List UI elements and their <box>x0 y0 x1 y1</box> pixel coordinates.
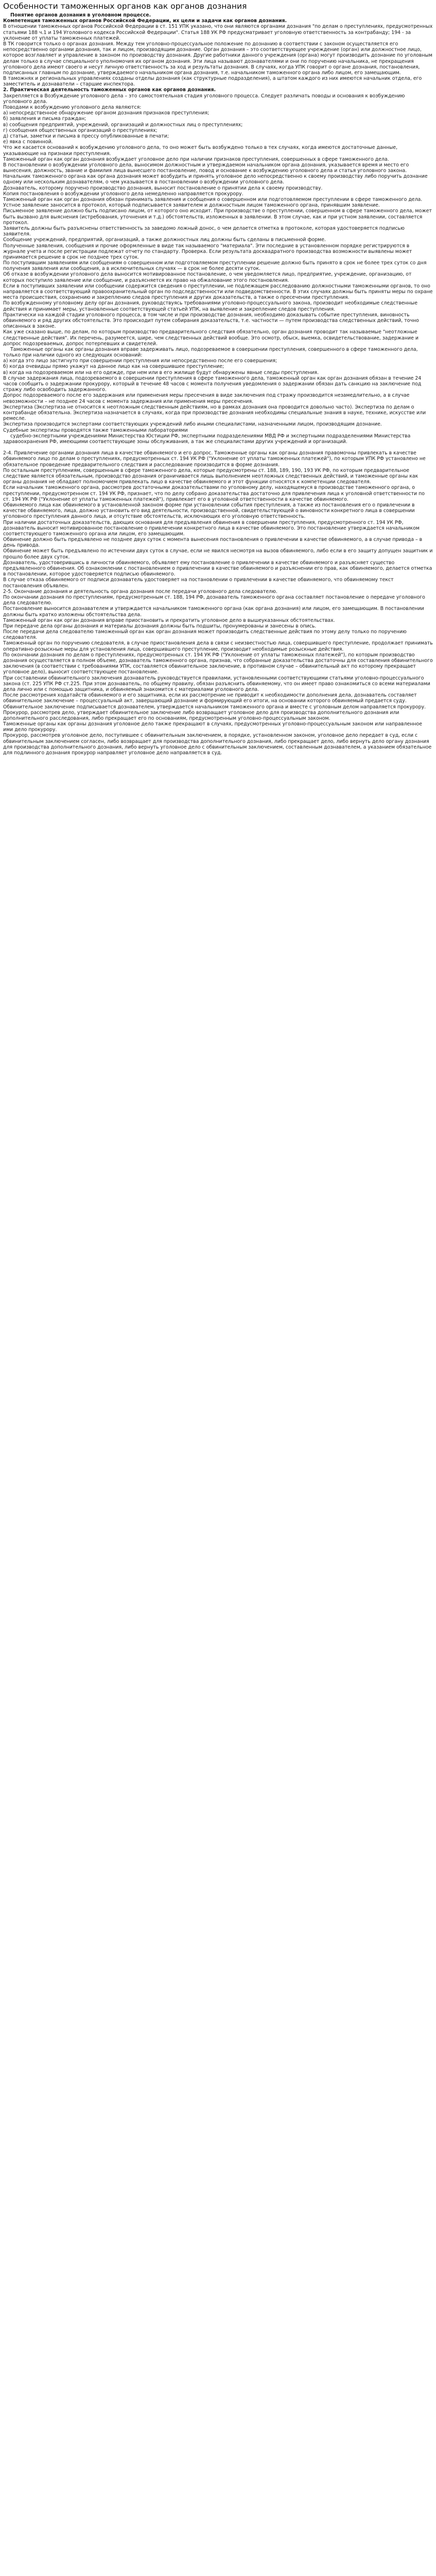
paragraph: Если начальник таможенного органа, рассмотрев достаточными доказательствами по уголовному делу, находящемуся в производстве таможенного органа, о преступлении, предусмотренном ст. 194 УК РФ, признает, что по делу собрано доказательства достаточно для привлечения лица к уголовной ответственности по ст. 194 УК РФ ("Уклонение от уплаты таможенных платежей"), привлекает его в уголовной ответственности в качестве обвиняемого. <box>3 485 425 502</box>
paragraph: Об отказе в возбуждении уголовного дела выносится мотивированное постановление, о чем уведомляется лицо, предприятие, учреждение, организацию, от которых поступило заявление или сообщение, и разъясняется их право на обжалование этого постановления. <box>3 272 412 283</box>
paragraph: Обвинительное заключение подписывается дознавателем, утверждается начальником таможенного органа и вместе с уголовным делом направляется прокурору. <box>3 704 426 710</box>
paragraph: В постановлении о возбуждении уголовного дела, выносимом должностным и утверждаемом начальником органа дознания, указывается время и место его вынесения, должность, звание и фамилия лица вынесшего постановление, повод и основание к возбуждению уголовного дела и статья уголовного закона. <box>3 162 409 174</box>
paragraph: Таможенные органы как органы дознания вправе задерживать лицо, подозреваемое в совершении преступления, совершенного в сфере таможенного дела, только при наличии одного из следующих оснований: <box>3 346 418 359</box>
paragraph: При наличии достаточных доказательств, дающих основания для предъявления обвинения в совершении преступления, предусмотренного ст. 194 УК РФ, дознаватель выносит мотивированное постановление о привлечении конкретного лица в качестве обвиняемого. Это постановление утверждается начальником соответствующего таможенного органа или лицом, его замещающим. <box>3 519 420 537</box>
paragraph: в) сообщения предприятий, учреждений, организаций и должностных лиц о преступлениях; <box>3 122 243 128</box>
paragraph: По окончании дознания по делам о преступлениях, предусмотренных ст. 194 УК РФ ("Уклонение от уплаты таможенных платежей"), по которым производство дознания осуществляется в полном объеме, дознаватель таможенного органа, признав, что собранные доказательства достаточны для составления обвинительного заключения (в соответствии с требованиями УПК, составляется обвинительное заключение, в противном случае – обвинительный акт по которому прекращает уголовное дело), выносит соответствующее постановление. <box>3 652 433 675</box>
paragraph: В ТК говорится только о органах дознания. Между тем уголовно-процессуальное положение по дознанию в соответствии с законом осуществляется его непосредственно органами дознания, так и лицом, производящим дознание. Орган дознания – это соответствующее учреждение (орган) или должностное лицо, которое возглавляет и управление в законом по производству дознания. Другие работники данного учреждения (органа) могут производить дознание по уголовным делам только в случае специального уполномочия их органом дознания. Эти лица называют дознавателями и они по поручению начальника, не прекращения уголовного дела имеют своего и несут личную ответственность за ход и результаты дознания. В случаях, когда УПК говорит о органе дознания, постановления, подписанных главным по дознание, утверждаемого начальником органа дознания, т.е. начальником таможенного органа либо лицом, его замещающим. <box>3 41 432 76</box>
paragraph: После рассмотрения ходатайств обвиняемого и его защитника, если их рассмотрение не приводит к необходимости дополнения дела, дознаватель составляет обвинительное заключение – процессуальный акт, завершающий дознание и формирующий его итоги, на основании которого обвиняемый предается суду. <box>3 692 417 704</box>
paragraph: Как уже сказано выше, по делам, по которым производство предварительного следствия обязательно, орган дознания проводит так называемые "неотложные следственные действия". Их перечень, разумеется, шире, чем следственных действий вообще. Это осмотр, обыск, выемка, освидетельствование, задержание и допрос подозреваемых, допрос потерпевших и свидетелей. <box>3 329 418 347</box>
section-heading: 2. Практическая деятельность таможенных органов как органов дознания. <box>3 87 216 93</box>
paragraph: Полученные заявления, сообщения и прочие оформленные в виде так называемого "материала". Эти последние в установленном порядке регистрируются в журнале учета и после регистрации подлежат отчету по стандарту. Проверка. Если результата досквадратного производства возможности выявлены может принимается решение в срок не позднее трех суток. <box>3 243 412 260</box>
paragraph: Обвинение может быть предъявлено по истечении двух суток в случае, если не явился несмотря на вызов обвиняемого, либо если в его защиту допущен защитник и прошло более двух суток. <box>3 548 433 560</box>
paragraph: Дознаватель, удостоверившись в личности обвиняемого, объявляет ему постановление о привлечении в качестве обвиняемого и разъясняет существо предъявленного обвинения. Об ознакомлении с постановлением о привлечении в качестве обвиняемого и разъяснении его прав, как обвиняемого, делается отметка в постановлении, которое удостоверяется подписью обвиняемого. <box>3 560 432 578</box>
paragraph: 2-4. Привлечение органами дознания лица в качестве обвиняемого и его допрос. Таможенные органы как органы дознания правомочны привлекать в качестве обвиняемого лицо по делам о преступлениях, предусмотренных ст. 194 УК РФ ("Уклонение от уплаты таможенных платежей"), по которым УПК РФ установлено не обязательное проведение предварительного следствия и расследование производится в форме дознания. <box>3 450 426 468</box>
paragraph: В случае задержания лица, подозреваемого в совершении преступления в сфере таможенного дела, таможенный орган как орган дознания обязан в течение 24 часов сообщить о задержании прокурору, который в течение 48 часов с момента получения уведомления о задержании обязан дать санкцию на заключение под стражу либо освободить задержанного. <box>3 375 422 393</box>
paragraph: Постановление выносится дознавателем и утверждается начальником таможенного органа (как органа дознания) или лицом, его замещающим. В постановлении должны быть кратко изложены обстоятельства дела. <box>3 606 424 618</box>
paragraph: Устное заявление заносится в протокол, который подписывается заявителем и должностным лицом таможенного органа, принявшим заявление. <box>3 202 380 209</box>
paragraph: Дознаватель, которому поручено производство дознания, выносит постановление о принятии дела к своему производству. <box>3 185 323 191</box>
paragraph: Поводами к возбуждению уголовного дела являются: <box>3 105 142 110</box>
paragraph: д) статьи, заметки и письма в прессу опубликованные в печати; <box>3 133 169 139</box>
paragraph: По остальным преступлениям, совершенным в сфере таможенного дела, которые предусмотрены ст. 188, 189, 190, 193 УК РФ, по которым предварительное следствие является обязательным, производство дознания ограничивается лишь выполнением неотложных следственных действий, и таможенные органы как органы дознания не обладают полномочием привлекать лицо в качестве обвиняемого и этот функции относятся к компетенции следователя. <box>3 467 418 485</box>
paragraph: а) непосредственное обнаружение органом дознания признаков преступления; <box>3 110 210 116</box>
paragraph: б) когда очевидцы прямо укажут на данное лицо как на совершившее преступление; <box>3 364 224 370</box>
paragraph: Прокурор, рассмотрев уголовное дело, поступившее с обвинительным заключением, в порядке, установленном законом, уголовное дело передает в суд, если с обвинительным заключением согласен, либо возвращает для производства дополнительного дознания, либо прекращает дело, либо вернуть дело органу дознания для производства дополнительного дознания, либо вернуть уголовное дело с обвинительным заключением, составленным дознавателем, а указанием обязательное для подлинного дознания прокурор направляет уголовное дело направляется в суд. <box>3 733 432 756</box>
paragraph: Экспертиза производится экспертами соответствующих учреждений либо иными специалистами, назначенными лицом, производящим дознание. <box>3 421 382 428</box>
paragraph: е) явка с повинной. <box>3 139 53 145</box>
paragraph: В случае отказа обвиняемого от подписи дознаватель удостоверяет на постановлении о привлечении в качестве обвиняемого, что обвиняемому текст постановления объявлен. <box>3 577 394 589</box>
document-page <box>0 0 436 756</box>
paragraph: После передачи дела следователю таможенный орган как орган дознания может производить следственные действия по этому делу только по поручению следователя. <box>3 629 407 641</box>
paragraph: г) сообщения общественных организаций о преступлениях; <box>3 127 158 133</box>
paragraph: Практически на каждой стадии уголовного процесса, в том числе и при производстве дознания, необходимо доказывать событие преступления, виновность обвиняемого и ряд других обстоятельств. Это происходит путем собирания доказательств, т.е. частности — путем производства следственных действий, точно описанных в законе. <box>3 312 419 330</box>
paragraph: Начальник таможенного органа как органа дознания может возбудить и принять уголовное дело непосредственно к своему производству либо поручить дознание одному или нескольким дознавателям, о чем указывается в постановлении о возбуждении уголовного дела. <box>3 174 428 185</box>
paragraph: При передаче дела органы дознания и материалы дознания должны быть подшиты, пронумерованы и занесены в опись. <box>3 623 317 629</box>
paragraph: Обвиняемого лица как обвиняемого в установленной законом форме при установлении события преступления, а также из постановления его о привлечении в качестве обвиняемого, лица, должно установить его вид деятельности, производственной, свидетельствующей о виновности конкретного лица в совершении уголовного преступления данного лица, и отсутствие обстоятельств, исключающих его уголовную ответственность. <box>3 502 415 520</box>
paragraph: Если в поступивших заявлении или сообщении содержится сведения о преступлении, не подлежащем расследованию должностными таможенными органов, то оно направляется в соответствующий правоохранительный орган по подследственности или подведомственности. В этих случаях должны быть приняты меры по охране места происшествия, сохранению и закреплению следов преступления и других доказательств, а также о пресечении преступления. <box>3 283 433 301</box>
paragraph <box>3 445 433 450</box>
paragraph: По поступившим заявлениям или сообщениям о совершенном или подготовляемом преступлении решение должно быть принято в срок не более трех суток со дня получения заявления или сообщения, а в исключительных случаях — в срок не более десяти суток. <box>3 260 427 272</box>
paragraph: Письменное заявление должно быть подписано лицом, от которого оно исходит. При производстве о преступлении, совершенном в сфере таможенного дела, может быть вызвано для выяснения (истребования, уточнения и т.д.) обстоятельств, изложенных в заявлении. В этом случае, как и при устном заявлении, составляется протокол. <box>3 208 432 226</box>
paragraph: В отношении таможенных органов Российской Федерации в ст. 151 УПК указано, что они являются органами дознания "по делам о преступлениях, предусмотренных статьями 188 ч.1 и 194 Уголовного кодекса Российской Федерации". Статья 188 УК РФ предусматривает уголовную ответственность за контрабанду; 194 - за уклонение от уплаты таможенных платежей. <box>3 24 433 41</box>
section-heading: Понятие органов дознания в уголовном процессе. <box>10 12 151 18</box>
paragraph: в) когда на подозреваемом или на его одежде, при нем или в его жилище будут обнаружены явные следы преступления. <box>3 369 319 376</box>
paragraph: Прокурор, рассмотрев дело, утверждает обвинительное заключение либо возвращает уголовное дело для производства дополнительного дознания или дополнительного расследования, либо прекращает его по основаниям, предусмотренным уголовно-процессуальным законом. <box>3 709 399 721</box>
paragraph: Экспертиза (Экспертиза не относится к неотложным следственным действиям, но в рамках дознания она проводится довольно часто). Экспертиза по делам о контрабанде обязательна. Экспертиза назначается в случаях, когда при производстве дознания необходимы специальные знания в науке, технике, искусстве или ремесле. <box>3 404 426 422</box>
paragraph: Заявитель должны быть разъяснены ответственность за заведомо ложный донос, о чем делается отметка в протоколе, которая удостоверяется подписью заявителя. <box>3 225 405 238</box>
paragraph: судебно-экспертными учреждениями Министерства Юстиции РФ, экспертными подразделениями МВД РФ и экспертными подразделениями Министерства здравоохранения РФ, имеющими соответствующие зоны обслуживания, а так же специалистами других учреждений и организаций. <box>3 433 411 445</box>
paragraph: Обвинение должно быть предъявлено не позднее двух суток с момента вынесения постановления о привлечении в качестве обвиняемого, а в случае привода – в день привода. <box>3 537 423 549</box>
paragraph: Что же касается оснований к возбуждению уголовного дела, то оно может быть возбуждено только в тех случаях, когда имеются достаточные данные, указывающие на признаки преступления. <box>3 145 398 157</box>
paragraph: Таможенные органы как органы дознания уголовное дело также прекращают в случаях, предусмотренных уголовно-процессуальным законом или направленное ими дело прокурору. <box>3 721 422 733</box>
paragraph: По возбужденному уголовному делу орган дознания, руководствуясь требованиями уголовно-процессуального закона, производит необходимые следственные действия и принимает меры, установленные соответствующей статьей УПК, на выявление и закрепление следов преступления. <box>3 300 417 312</box>
paragraph: б) заявления и письма граждан; <box>3 116 86 122</box>
paragraph: Судебные экспертизы проводятся также таможенными лабораториями <box>3 427 188 433</box>
paragraph: Допрос подозреваемого после его задержания или применения меры пресечения в виде заключения под стражу производится незамедлительно, а в случае невозможности – не позднее 24 часов с момента задержания или применения меры пресечения. <box>3 393 410 404</box>
paragraph: Сообщение учреждений, предприятий, организаций, а также должностных лиц должны быть сделаны в письменной форме. <box>3 237 326 243</box>
paragraph: Таможенный орган как орган дознания вправе приостановить и прекратить уголовное дело в вышеуказанных обстоятельствах. <box>3 617 335 623</box>
document-body <box>3 12 433 756</box>
paragraph: Закрепляется в Возбуждение уголовного дела – это самостоятельная стадия уголовного процесса. Следует различать поводы и основания к возбуждению уголовного дела. <box>3 93 405 105</box>
section-heading: Компетенция таможенных органов Российской Федерации, их цели и задачи как органов дознания. <box>3 18 287 24</box>
paragraph: Копия постановления о возбуждении уголовного дела немедленно направляется прокурору. <box>3 191 243 197</box>
page-title: Особенности таможенных органов как органов дознания <box>3 2 247 11</box>
paragraph: Таможенный орган как орган дознания возбуждает уголовное дело при наличии признаков преступления, совершенных в сфере таможенного дела. <box>3 156 389 162</box>
paragraph: При составлении обвинительного заключения дознаватель руководствуется правилами, установленными соответствующими статьями уголовно-процессуального закона (ст. 225 УПК РФ ст.225. При этом дознаватель, по общему правилу, обязан разъяснить обвиняемому, что он имеет право ознакомиться со всеми материалами дела лично или с помощью защитника, и обвиняемый знакомится с материалами уголовного дела. <box>3 675 430 692</box>
paragraph: 2-5. Окончание дознания и деятельность органа дознания после передачи уголовного дела следователю. <box>3 588 277 595</box>
paragraph: По окончании дознания по преступлениям, предусмотренным ст. 188, 194 РФ, дознаватель таможенного органа составляет постановление о передаче уголовного дела следователю. <box>3 594 425 606</box>
paragraph: Таможенный орган как орган дознания обязан принимать заявления и сообщения о совершенном или подготовляемом преступлении в сфере таможенного дела. <box>3 197 423 202</box>
paragraph: В таможнях и региональных управлениях созданы отделы дознания (как структурные подразделения), а штатом каждого из них имеются начальник отдела, его заместитель и дознаватели – старшие инспектора. <box>3 76 422 88</box>
paragraph: Таможенный орган по поручению следователя, в случае приостановления дела в связи с неизвестностью лица, совершившего преступление, продолжает принимать оперативно-розыскные меры для установления лица, совершившего преступление, производит необходимые розыскные действия. <box>3 640 433 652</box>
paragraph: а) когда это лицо застигнуто при совершении преступления или непосредственно после его совершения; <box>3 358 277 364</box>
